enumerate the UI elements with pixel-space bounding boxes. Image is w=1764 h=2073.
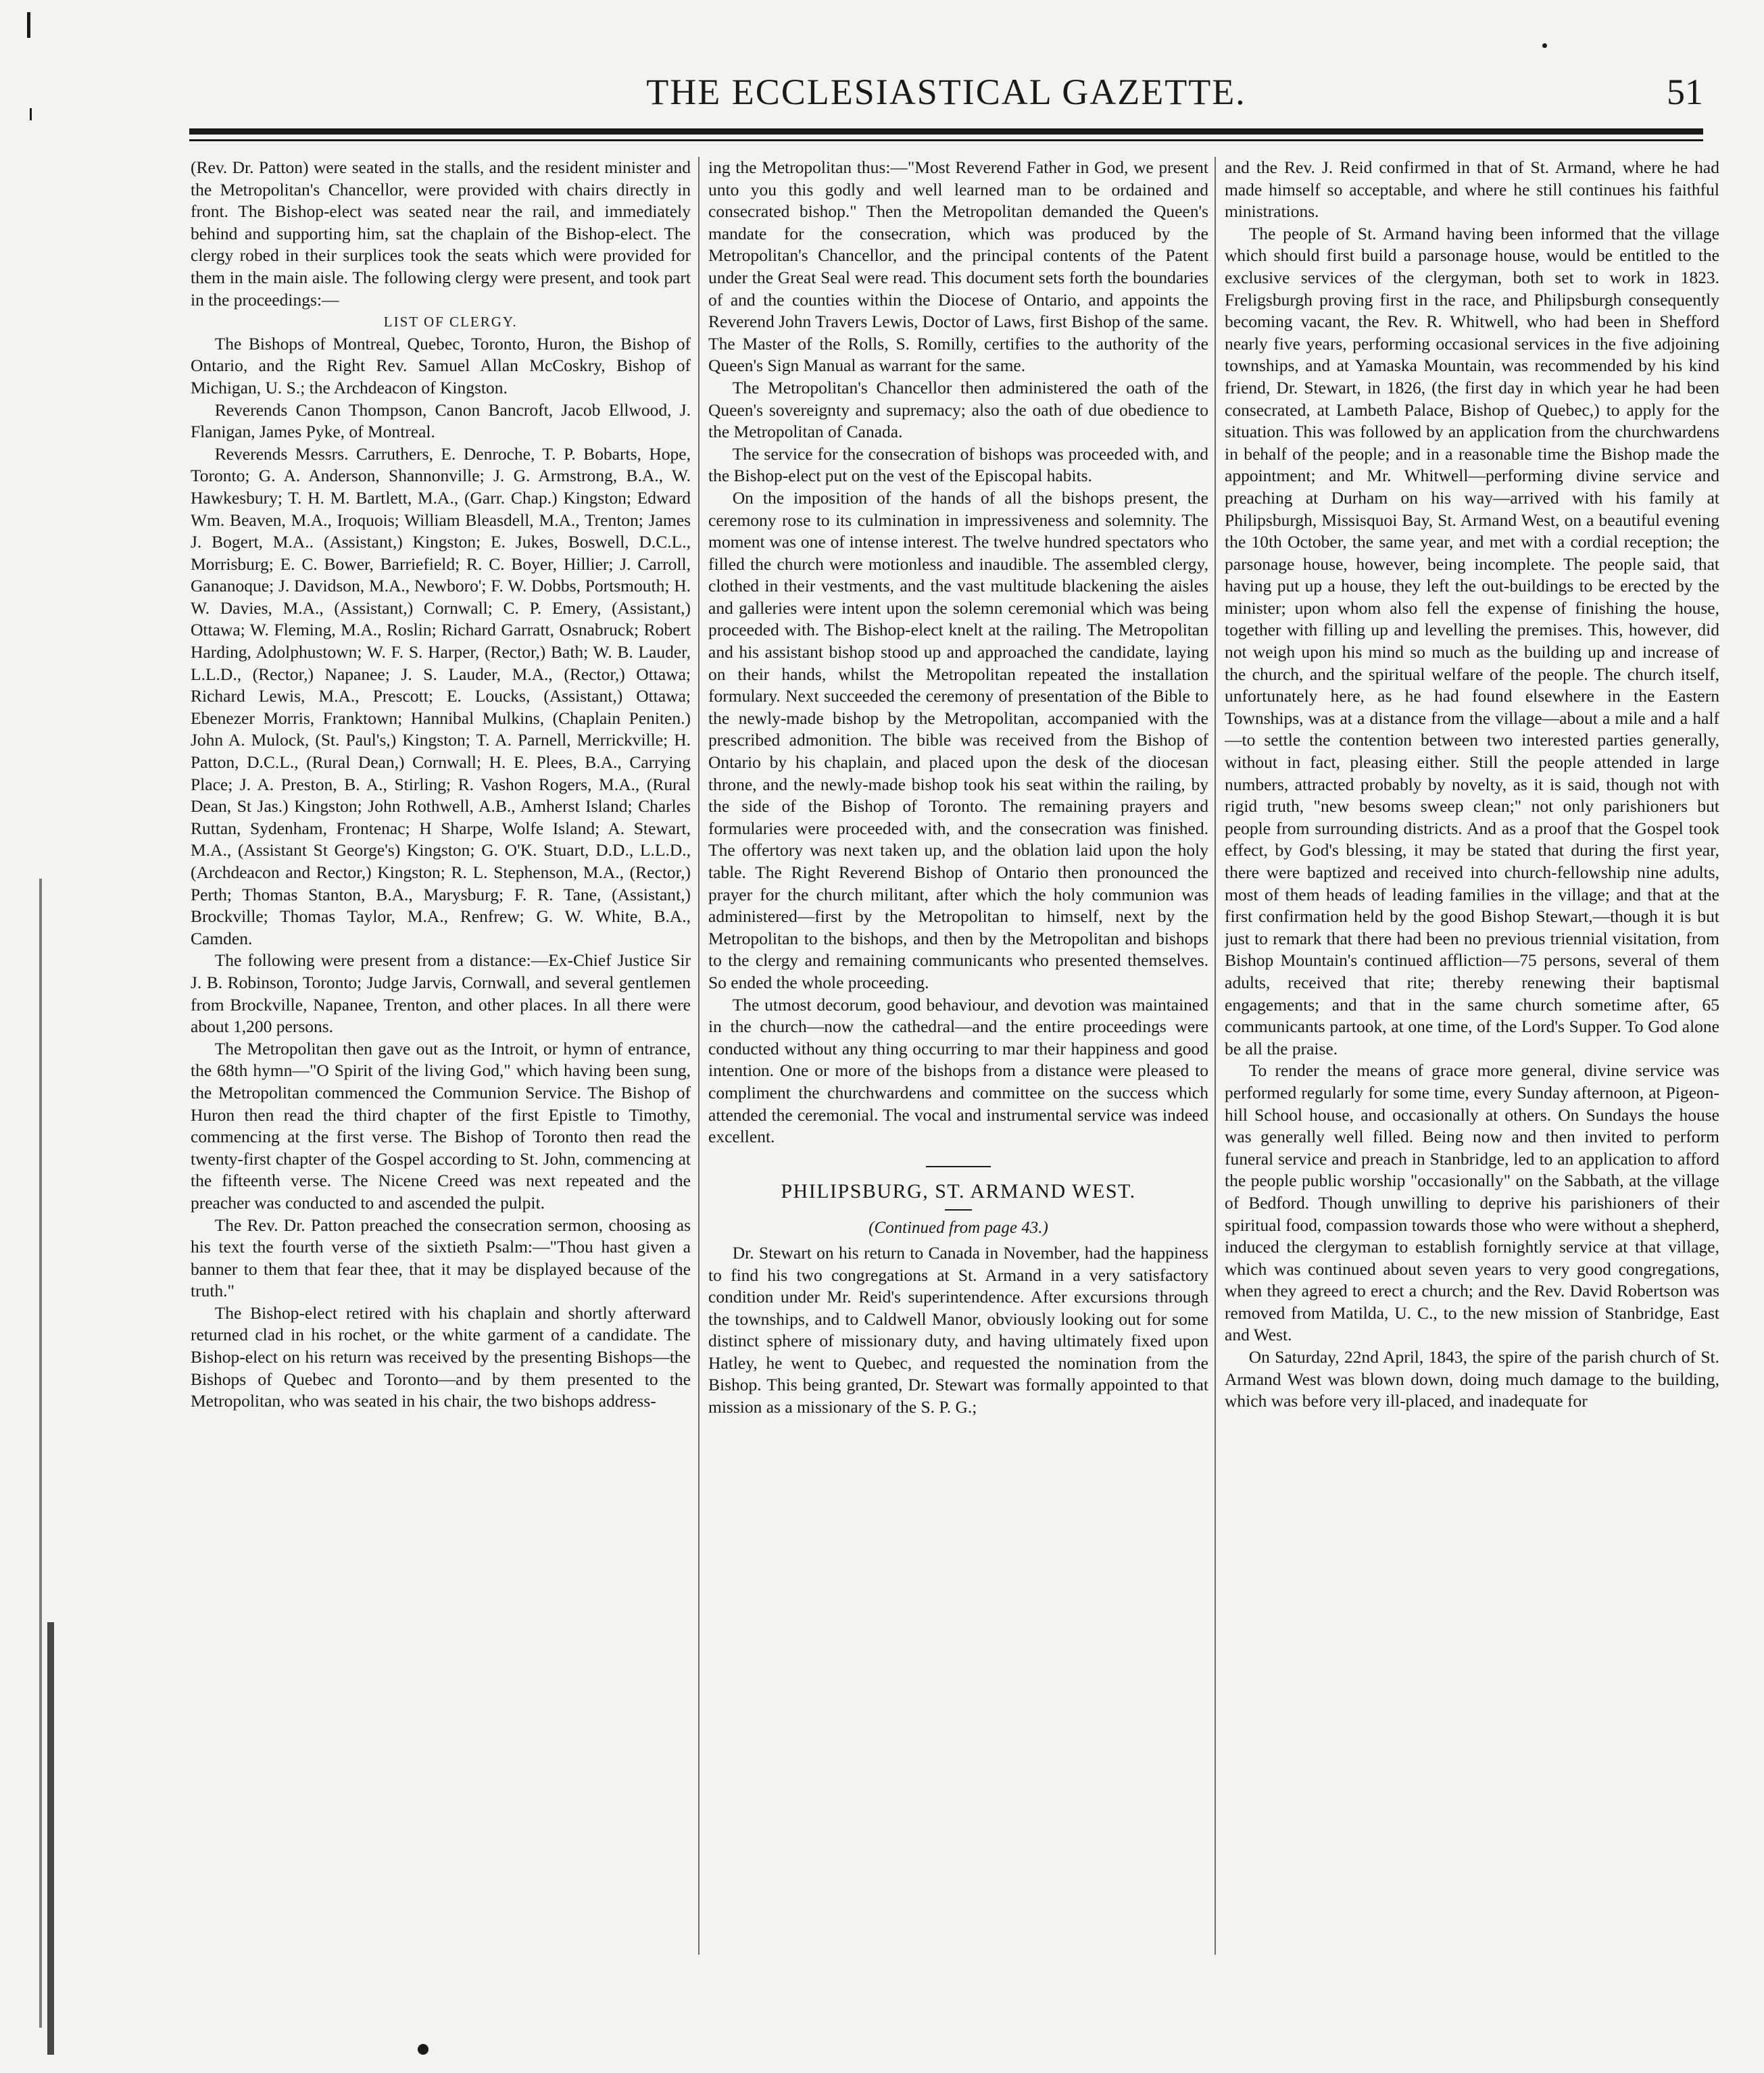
- paragraph: The Bishops of Montreal, Quebec, Toronto, Huron, the Bishop of Ontario, and the Right Rev. Samuel Allan McCoskry, Bishop of Michigan, U. S.; the Archdeacon of Kingston.: [191, 333, 691, 397]
- paragraph: Dr. Stewart on his return to Canada in November, had the happiness to find his two congregations at St. Armand in a very satisfactory condition under Mr. Reid's superintendence. After excursions through the townships, and to Caldwell Manor, obviously looking out for some distinct sphere of missionary duty, and having ultimately fixed upon Hatley, he went to Quebec, and requested the nomination from the Bishop. This being granted, Dr. Stewart was formally appointed to that mission as a missionary of the S. P. G.;: [708, 1242, 1208, 1417]
- paragraph: To render the means of grace more general, divine service was performed regularly for some time, every Sunday afternoon, at Pigeon-hill School house, and occasionally at others. On Sundays the house was generally well filled. Being now and then invited to perform funeral service and preach in Stanbridge, led to an application to afford the people public worship "occasionally" on the Sabbath, at the village of Bedford. Though unwilling to deprive his parishioners of their spiritual food, compassion towards those who were without a shepherd, induced the clergyman to establish fornightly service at that village, which was continued about seven years to very good congregations, when they agreed to erect a church; and the Rev. David Robertson was removed from Matilda, U. C., to the new mission of Stanbridge, East and West.: [1225, 1060, 1719, 1345]
- column-divider: [698, 157, 700, 1955]
- scan-edge-mark: [47, 1622, 54, 2055]
- paragraph: The utmost decorum, good behaviour, and devotion was maintained in the church—now the cathedral—and the entire proceedings were conducted without any thing occurring to mar their happiness and good intention. One or more of the bishops from a distance were pleased to compliment the churchwardens and committee on the success which attended the ceremonial. The vocal and instrumental service was indeed excellent.: [708, 994, 1208, 1147]
- publication-title: THE ECCLESIASTICAL GAZETTE.: [646, 72, 1246, 112]
- paragraph: The Metropolitan's Chancellor then administered the oath of the Queen's sovereignty and supremacy; also the oath of due obedience to the Metropolitan of Canada.: [708, 377, 1208, 442]
- paragraph: The service for the consecration of bishops was proceeded with, and the Bishop-elect put on the vest of the Episcopal habits.: [708, 443, 1208, 486]
- scan-edge-mark: [30, 108, 32, 120]
- paragraph: The following were present from a distance:—Ex-Chief Justice Sir J. B. Robinson, Toronto; Judge Jarvis, Cornwall, and several gentlemen from Brockville, Napanee, Trenton, and other places. In all there were about 1,200 persons.: [191, 950, 691, 1037]
- scan-edge-mark: [27, 12, 30, 38]
- ink-spot: [1542, 43, 1547, 48]
- paragraph: The people of St. Armand having been informed that the village which should first build a parsonage house, would be entitled to the exclusive services of the clergyman, both set to work in 1823. Freligsburgh proving first in the race, and Philipsburgh consequently becoming vacant, the Rev. R. Whitwell, who had been in Shefford nearly five years, performing occasional services in the five adjoining townships, and at Yamaska Mountain, was recommended by his kind friend, Dr. Stewart, in 1826, (the first day in which year he had been consecrated, at Lambeth Palace, Bishop of Quebec,) to apply for the situation. This was followed by an application from the churchwardens in behalf of the people; and in a reasonable time the Bishop made the appointment; and Mr. Whitwell—performing divine service and preaching at Durham on his way—arrived with his family at Philipsburgh, Missisquoi Bay, St. Armand West, on a beautiful evening the 10th October, the same year, and met with a cordial reception; the parsonage house, however, being incomplete. The people said, that having put up a house, they left the out-buildings to be erected by the minister; upon whom also fell the expense of finishing the house, together with filling up and levelling the premises. This, however, did not weigh upon his mind so much as the building up and increase of the church, and the spiritual welfare of the people. The church itself, unfortunately here, as he had found elsewhere in the Eastern Townships, was at a distance from the village—about a mile and a half—to settle the contention between two interested parties generally, without in fact, pleasing either. Still the people attended in large numbers, attracted probably by novelty, as it is said, though not with rigid truth, "new besoms sweep clean;" not only parishioners but people from surrounding districts. And as a proof that the Gospel took effect, by God's blessing, it may be stated that during the first year, there were baptized and received into church-fellowship nine adults, most of them heads of leading families in the village; and that at the first confirmation held by the good Bishop Stewart,—though it is but just to remark that there had been no previous triennial visitation, from Bishop Mountain's continued affliction—75 persons, several of them adults, received that rite; thereby renewing their baptismal engagements; and that in the same church sometime after, 65 communicants partook, at one time, of the Lord's Supper. To God alone be all the praise.: [1225, 223, 1719, 1058]
- ink-spot: [418, 2044, 428, 2055]
- paragraph: The Rev. Dr. Patton preached the consecration sermon, choosing as his text the fourth verse of the sixtieth Psalm:—"Thou hast given a banner to them that fear thee, that it may be displayed because of the truth.": [191, 1215, 691, 1301]
- column-divider: [1215, 157, 1216, 1955]
- header-rule-thick: [189, 128, 1703, 135]
- paragraph: On Saturday, 22nd April, 1843, the spire of the parish church of St. Armand West was blown down, doing much damage to the building, which was before very ill-placed, and inadequate for: [1225, 1347, 1719, 1411]
- section-title: PHILIPSBURG, ST. ARMAND WEST.: [781, 1179, 1136, 1202]
- continued-note: (Continued from page 43.): [868, 1219, 1048, 1238]
- section-divider: [926, 1166, 991, 1167]
- paragraph: Reverends Canon Thompson, Canon Bancroft, Jacob Ellwood, J. Flanigan, James Pyke, of Montreal.: [191, 399, 691, 442]
- paragraph: and the Rev. J. Reid confirmed in that of St. Armand, where he had made himself so acceptable, and where he still continues his faithful ministrations.: [1225, 157, 1719, 222]
- paragraph: (Rev. Dr. Patton) were seated in the stalls, and the resident minister and the Metropolitan's Chancellor, were provided with chairs directly in front. The Bishop-elect was seated near the rail, and immediately behind and supporting him, sat the chaplain of the Bishop-elect. The clergy robed in their surplices took the seats which were provided for them in the main aisle. The following clergy were present, and took part in the proceedings:—: [191, 157, 691, 310]
- paragraph: The Metropolitan then gave out as the Introit, or hymn of entrance, the 68th hymn—"O Spirit of the living God," which having been sung, the Metropolitan commenced the Communion Service. The Bishop of Huron then read the third chapter of the first Epistle to Timothy, commencing at the first verse. The Bishop of Toronto then read the twenty-first chapter of the Gospel according to St. John, commencing at the fifteenth verse. The Nicene Creed was next repeated and the preacher was conducted to and ascended the pulpit.: [191, 1038, 691, 1213]
- column-2: [708, 157, 1208, 1955]
- paragraph: Reverends Messrs. Carruthers, E. Denroche, T. P. Bobarts, Hope, Toronto; G. A. Anderson, Shannonville; J. G. Armstrong, B.A., W. Hawkesbury; T. H. M. Bartlett, M.A., (Garr. Chap.) Kingston; Edward Wm. Beaven, M.A., Iroquois; William Bleasdell, M.A., Trenton; James J. Bogert, M.A.. (Assistant,) Kingston; E. Jukes, Boswell, D.C.L., Morrisburg; E. C. Bower, Barriefield; R. C. Boyer, Hillier; J. Carroll, Gananoque; J. Davidson, M.A., Newboro'; F. W. Dobbs, Portsmouth; H. W. Davies, M.A., (Assistant,) Cornwall; C. P. Emery, (Assistant,) Ottawa; W. Fleming, M.A., Roslin; Richard Garratt, Osnabruck; Robert Harding, Adolphustown; W. F. S. Harper, (Rector,) Bath; W. B. Lauder, L.L.D., (Rector,) Napanee; J. S. Lauder, M.A., (Rector,) Ottawa; Richard Lewis, M.A., Prescott; E. Loucks, (Assistant,) Ottawa; Ebenezer Morris, Franktown; Hannibal Mulkins, (Chaplain Peniten.) John A. Mulock, (St. Paul's,) Kingston; T. A. Parnell, Merrickville; H. Patton, D.C.L., (Rural Dean,) Cornwall; H. E. Plees, B.A., Carrying Place; J. A. Preston, B. A., Stirling; R. Vashon Rogers, M.A., (Rural Dean, St Jas.) Kingston; John Rothwell, A.B., Amherst Island; Charles Ruttan, Sydenham, Frontenac; H Sharpe, Wolfe Island; A. Stewart, M.A., (Assistant St George's) Kingston; G. O'K. Stuart, D.D., L.L.D., (Archdeacon and Rector,) Kingston; R. L. Stephenson, M.A., (Rector,) Perth; Thomas Stanton, B.A., Marysburg; F. R. Tane, (Assistant,) Brockville; Thomas Taylor, M.A., Renfrew; G. W. White, B.A., Camden.: [191, 443, 691, 948]
- running-head: [189, 65, 1703, 119]
- section-divider: [945, 1209, 972, 1211]
- list-heading: LIST OF CLERGY.: [383, 314, 518, 331]
- column-1: [191, 157, 691, 1955]
- paragraph: The Bishop-elect retired with his chaplain and shortly afterward returned clad in his rochet, or the white garment of a candidate. The Bishop-elect on his return was received by the presenting Bishops—the Bishops of Quebec and Toronto—and by them presented to the Metropolitan, who was seated in his chair, the two bishops address-: [191, 1302, 691, 1411]
- paragraph: On the imposition of the hands of all the bishops present, the ceremony rose to its culmination in impressiveness and solemnity. The moment was one of intense interest. The twelve hundred spectators who filled the church were motionless and inaudible. The assembled clergy, clothed in their vestments, and the vast multitude blackening the aisles and galleries were intent upon the solemn ceremonial which was being proceeded with. The Bishop-elect knelt at the railing. The Metropolitan and his assistant bishop stood up and approached the candidate, laying on their hands, whilst the Metropolitan repeated the installation formulary. Next succeeded the ceremony of presentation of the Bible to the newly-made bishop by the Metropolitan, accompanied with the prescribed admonition. The bible was received from the Bishop of Ontario by his chaplain, and placed upon the desk of the diocesan throne, and the newly-made bishop took his seat within the railing, by the side of the Bishop of Toronto. The remaining prayers and formularies were proceeded with, and the consecration was finished. The offertory was next taken up, and the oblation laid upon the holy table. The Right Reverend Bishop of Ontario then pronounced the prayer for the church militant, after which the holy communion was administered—first by the Metropolitan to himself, next by the Metropolitan to the bishops, and then by the Metropolitan and bishops to the clergy and remaining communicants who presented themselves. So ended the whole proceeding.: [708, 487, 1208, 992]
- page-number: 51: [1667, 72, 1703, 112]
- column-3: [1225, 157, 1719, 1955]
- header-rule-thin: [189, 139, 1703, 141]
- scan-edge-mark: [39, 879, 42, 2028]
- paragraph: ing the Metropolitan thus:—"Most Reverend Father in God, we present unto you this godly and well learned man to be ordained and consecrated bishop." Then the Metropolitan demanded the Queen's mandate for the consecration, which was produced by the Metropolitan's Chancellor, and the principal contents of the Patent under the Great Seal were read. This document sets forth the boundaries of and the counties within the Diocese of Ontario, and appoints the Reverend John Travers Lewis, Doctor of Laws, first Bishop of the same. The Master of the Rolls, S. Romilly, certifies to the authority of the Queen's Sign Manual as warrant for the same.: [708, 157, 1208, 376]
